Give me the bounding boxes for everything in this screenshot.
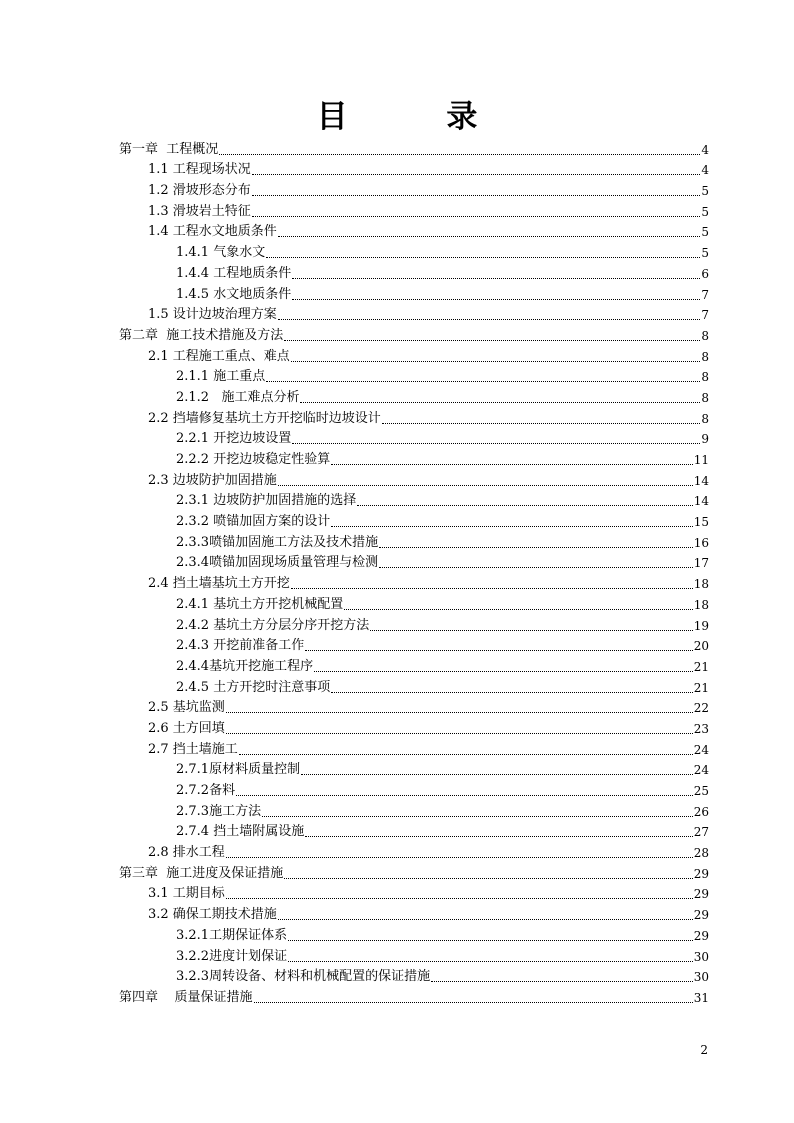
toc-entry-label: 2.4.2 基坑土方分层分序开挖方法 — [176, 617, 370, 633]
toc-dot-leader — [284, 340, 700, 341]
toc-entry-page: 8 — [701, 390, 709, 405]
toc-entry-page: 7 — [701, 308, 709, 323]
toc-entry[interactable] — [119, 406, 709, 427]
toc-entry[interactable] — [119, 965, 709, 986]
toc-entry[interactable] — [119, 220, 709, 241]
toc-dot-leader — [226, 898, 693, 899]
toc-entry[interactable] — [119, 758, 709, 779]
toc-entry-page: 19 — [693, 618, 709, 633]
toc-entry[interactable] — [119, 261, 709, 282]
toc-entry[interactable] — [119, 820, 709, 841]
toc-entry-label: 3.2.3周转设备、材料和机械配置的保证措施 — [176, 969, 431, 985]
toc-entry[interactable] — [119, 985, 709, 1006]
toc-entry-page: 21 — [693, 680, 709, 695]
toc-entry-label: 3.2.1工期保证体系 — [176, 927, 288, 943]
toc-entry-label: 3.2.2进度计划保证 — [176, 948, 288, 964]
toc-dot-leader — [331, 692, 693, 693]
toc-entry-page: 5 — [701, 204, 709, 219]
toc-dot-leader — [266, 257, 700, 258]
toc-entry-label: 2.2.1 开挖边坡设置 — [176, 431, 292, 447]
toc-entry-page: 27 — [693, 825, 709, 840]
page-title: 目 录 — [316, 99, 522, 135]
toc-entry-page: 8 — [701, 349, 709, 364]
toc-entry[interactable] — [119, 427, 709, 448]
toc-entry-page: 24 — [693, 742, 709, 757]
toc-entry-label: 2.3.3喷锚加固施工方法及技术措施 — [176, 534, 379, 550]
toc-entry-label: 2.5 基坑监测 — [148, 700, 225, 716]
toc-dot-leader — [278, 919, 693, 920]
toc-entry-page: 30 — [693, 970, 709, 985]
toc-entry-page: 18 — [693, 597, 709, 612]
toc-entry[interactable] — [119, 385, 709, 406]
toc-entry-label: 2.4.1 基坑土方开挖机械配置 — [176, 596, 344, 612]
toc-dot-leader — [288, 961, 693, 962]
toc-entry-label: 3.1 工期目标 — [148, 886, 225, 902]
toc-entry-label: 2.3.4喷锚加固现场质量管理与检测 — [176, 555, 379, 571]
toc-dot-leader — [252, 174, 701, 175]
toc-entry-label: 2.1.2 施工难点分析 — [176, 389, 300, 405]
toc-dot-leader — [331, 526, 693, 527]
toc-entry[interactable] — [119, 654, 709, 675]
toc-dot-leader — [284, 878, 692, 879]
toc-entry[interactable] — [119, 592, 709, 613]
toc-entry-page: 6 — [701, 266, 709, 281]
table-of-contents — [119, 137, 709, 1006]
toc-dot-leader — [254, 1002, 693, 1003]
toc-entry-label: 2.7.4 挡土墙附属设施 — [176, 824, 305, 840]
toc-entry-page: 17 — [693, 556, 709, 571]
toc-entry-label: 1.4.1 气象水文 — [176, 245, 266, 261]
toc-entry-page: 9 — [701, 432, 709, 447]
toc-entry-label: 2.1 工程施工重点、难点 — [148, 348, 290, 364]
toc-entry-page: 5 — [701, 184, 709, 199]
toc-entry-label: 2.3.1 边坡防护加固措施的选择 — [176, 493, 357, 509]
toc-entry[interactable] — [119, 344, 709, 365]
toc-entry-label: 1.3 滑坡岩土特征 — [148, 203, 251, 219]
toc-entry-label: 2.1.1 施工重点 — [176, 369, 266, 385]
toc-entry[interactable] — [119, 799, 709, 820]
toc-entry-page: 18 — [693, 577, 709, 592]
toc-dot-leader — [357, 505, 693, 506]
toc-entry-page: 28 — [693, 846, 709, 861]
toc-entry-label: 2.2 挡墙修复基坑土方开挖临时边坡设计 — [148, 410, 381, 426]
toc-entry[interactable] — [119, 509, 709, 530]
toc-entry[interactable] — [119, 840, 709, 861]
toc-dot-leader — [305, 650, 693, 651]
toc-entry[interactable] — [119, 944, 709, 965]
toc-entry[interactable] — [119, 861, 709, 882]
toc-entry[interactable] — [119, 323, 709, 344]
toc-entry[interactable] — [119, 675, 709, 696]
toc-entry-page: 5 — [701, 246, 709, 261]
toc-entry-page: 4 — [701, 163, 709, 178]
toc-dot-leader — [226, 733, 693, 734]
toc-entry-page: 11 — [693, 453, 709, 467]
toc-entry[interactable] — [119, 696, 709, 717]
toc-entry-page: 8 — [701, 411, 709, 426]
toc-dot-leader — [292, 443, 700, 444]
toc-entry-label: 2.7.2备料 — [176, 783, 236, 798]
toc-entry[interactable] — [119, 571, 709, 592]
toc-entry-page: 14 — [693, 473, 709, 488]
toc-entry-page: 4 — [701, 142, 709, 157]
toc-entry-label: 3.2 确保工期技术措施 — [148, 907, 277, 923]
toc-dot-leader — [291, 588, 693, 589]
toc-dot-leader — [292, 299, 700, 300]
toc-entry-page: 31 — [693, 990, 709, 1005]
toc-dot-leader — [262, 816, 693, 817]
toc-entry-page: 29 — [693, 887, 709, 902]
toc-entry-page: 8 — [701, 328, 709, 343]
toc-entry[interactable] — [119, 778, 709, 799]
toc-entry-page: 24 — [693, 763, 709, 778]
toc-entry[interactable] — [119, 737, 709, 758]
toc-entry-page: 22 — [693, 701, 709, 716]
toc-dot-leader — [226, 712, 693, 713]
toc-entry-page: 21 — [693, 659, 709, 674]
toc-dot-leader — [252, 195, 701, 196]
toc-entry-page: 7 — [701, 287, 709, 302]
toc-entry-label: 1.2 滑坡形态分布 — [148, 183, 251, 199]
toc-entry[interactable] — [119, 634, 709, 655]
toc-entry-label: 2.4.5 土方开挖时注意事项 — [176, 679, 331, 695]
toc-entry-page: 29 — [693, 908, 709, 923]
toc-entry[interactable] — [119, 282, 709, 303]
toc-dot-leader — [219, 154, 700, 155]
toc-entry-page: 26 — [693, 804, 709, 819]
toc-entry[interactable] — [119, 489, 709, 510]
toc-dot-leader — [379, 547, 693, 548]
page-number: 2 — [700, 1043, 708, 1057]
toc-entry[interactable] — [119, 365, 709, 386]
toc-entry-page: 20 — [693, 639, 709, 654]
toc-entry-page: 14 — [693, 494, 709, 509]
toc-entry-label: 2.8 排水工程 — [148, 845, 225, 861]
toc-entry[interactable] — [119, 530, 709, 551]
toc-entry[interactable] — [119, 613, 709, 634]
toc-dot-leader — [301, 774, 693, 775]
toc-entry-label: 1.4.4 工程地质条件 — [176, 265, 292, 281]
toc-entry-label: 2.7.1原材料质量控制 — [176, 762, 301, 778]
toc-entry[interactable] — [119, 178, 709, 199]
toc-entry-page: 25 — [693, 784, 709, 798]
toc-dot-leader — [292, 278, 700, 279]
toc-entry[interactable] — [119, 158, 709, 179]
toc-entry-page: 8 — [701, 370, 709, 385]
toc-dot-leader — [382, 423, 701, 424]
toc-entry-page: 15 — [693, 515, 709, 530]
toc-entry-label: 第一章 工程概况 — [119, 141, 219, 157]
toc-dot-leader — [288, 940, 693, 941]
toc-entry-label: 2.6 土方回填 — [148, 720, 225, 736]
toc-entry[interactable] — [119, 551, 709, 572]
toc-dot-leader — [278, 485, 693, 486]
toc-dot-leader — [314, 671, 693, 672]
toc-entry[interactable] — [119, 923, 709, 944]
toc-entry-page: 16 — [693, 535, 709, 550]
toc-entry-label: 第四章 质量保证措施 — [119, 989, 253, 1005]
toc-entry-label: 2.7.3施工方法 — [176, 803, 262, 819]
toc-dot-leader — [236, 795, 693, 796]
toc-entry-label: 1.4 工程水文地质条件 — [148, 224, 277, 240]
toc-entry[interactable] — [119, 137, 709, 158]
toc-dot-leader — [379, 567, 693, 568]
toc-entry-label: 1.1 工程现场状况 — [148, 162, 251, 178]
toc-entry-label: 第二章 施工技术措施及方法 — [119, 327, 284, 343]
toc-dot-leader — [331, 464, 693, 465]
toc-entry-label: 第三章 施工进度及保证措施 — [119, 865, 284, 881]
toc-entry-label: 1.4.5 水文地质条件 — [176, 286, 292, 302]
toc-entry-page: 30 — [693, 949, 709, 964]
toc-entry[interactable] — [119, 303, 709, 324]
toc-entry[interactable] — [119, 716, 709, 737]
toc-entry[interactable] — [119, 882, 709, 903]
toc-entry-page: 29 — [693, 928, 709, 943]
toc-entry[interactable] — [119, 902, 709, 923]
toc-entry-label: 2.4.4基坑开挖施工程序 — [176, 658, 314, 674]
toc-entry-page: 23 — [693, 721, 709, 736]
toc-entry[interactable] — [119, 199, 709, 220]
toc-dot-leader — [226, 857, 693, 858]
toc-entry-label: 2.3.2 喷锚加固方案的设计 — [176, 514, 331, 530]
toc-entry[interactable] — [119, 447, 709, 468]
toc-dot-leader — [431, 981, 693, 982]
toc-dot-leader — [278, 319, 701, 320]
toc-entry-page: 5 — [701, 225, 709, 240]
toc-entry-page: 29 — [693, 866, 709, 881]
toc-dot-leader — [266, 381, 700, 382]
toc-dot-leader — [305, 836, 693, 837]
toc-entry[interactable] — [119, 468, 709, 489]
toc-dot-leader — [252, 216, 701, 217]
toc-dot-leader — [291, 361, 701, 362]
toc-entry-label: 2.4 挡土墙基坑土方开挖 — [148, 576, 290, 592]
toc-entry-label: 2.3 边坡防护加固措施 — [148, 472, 277, 488]
toc-dot-leader — [300, 402, 700, 403]
toc-dot-leader — [278, 236, 701, 237]
toc-entry-label: 1.5 设计边坡治理方案 — [148, 307, 277, 323]
toc-entry-label: 2.4.3 开挖前准备工作 — [176, 638, 305, 654]
toc-entry[interactable] — [119, 240, 709, 261]
toc-dot-leader — [370, 630, 693, 631]
toc-dot-leader — [239, 754, 693, 755]
toc-dot-leader — [344, 609, 693, 610]
toc-entry-label: 2.7 挡土墙施工 — [148, 741, 238, 757]
toc-entry-label: 2.2.2 开挖边坡稳定性验算 — [176, 452, 331, 467]
